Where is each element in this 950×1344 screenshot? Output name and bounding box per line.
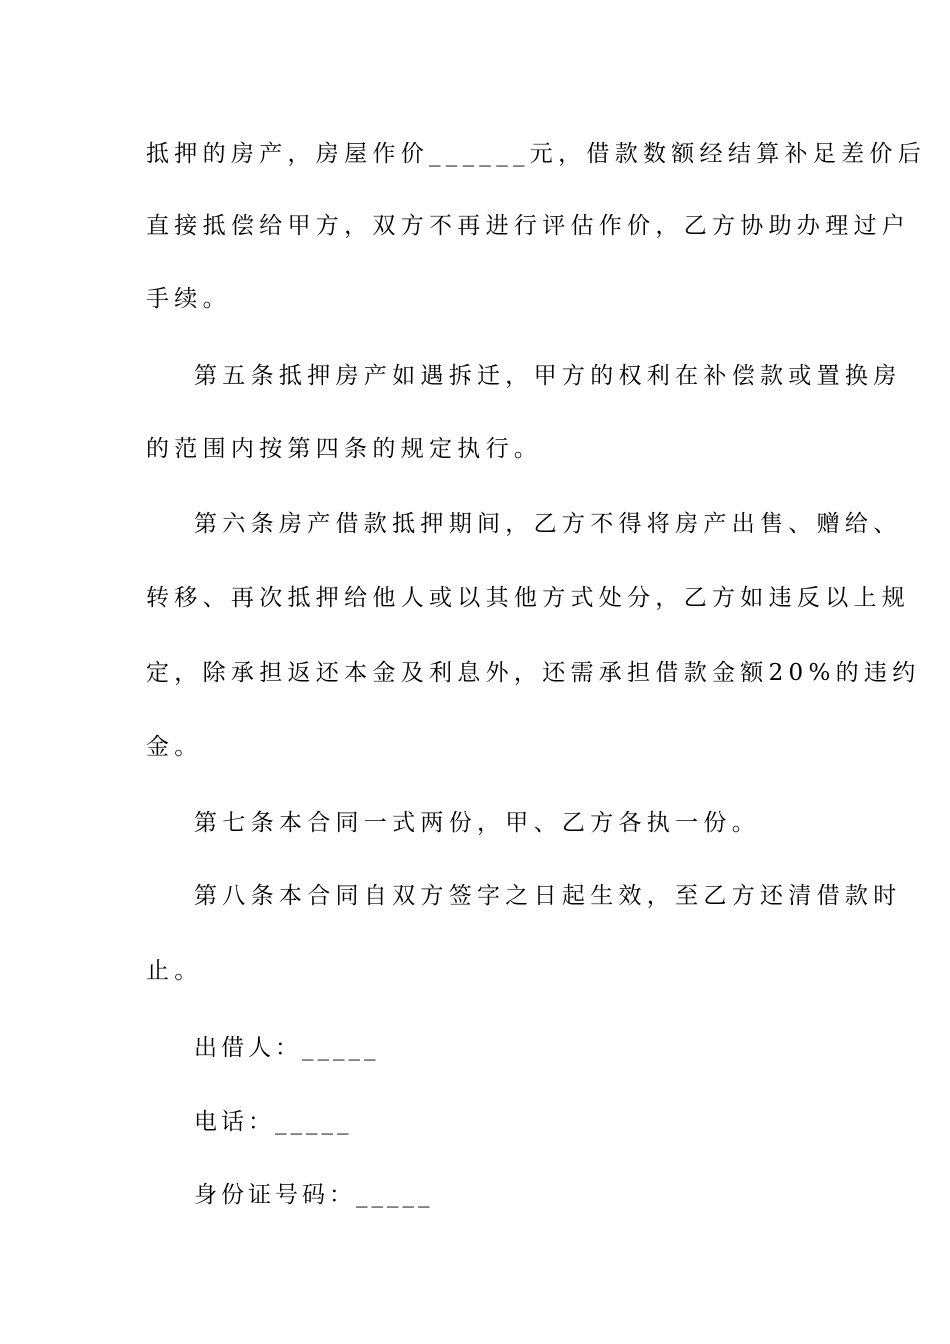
paragraph-line: 转移、再次抵押给他人或以其他方式处分，乙方如违反以上规 — [146, 585, 911, 611]
paragraph-line: 手续。 — [146, 286, 231, 312]
paragraph-line: 的范围内按第四条的规定执行。 — [146, 436, 543, 462]
lender-signature-field: 出借人：_____ — [194, 1035, 380, 1061]
paragraph-line: 金。 — [146, 734, 203, 760]
article-6-line: 第六条房产借款抵押期间，乙方不得将房产出售、赠给、 — [194, 511, 902, 537]
article-8-line: 第八条本合同自双方签字之日起生效，至乙方还清借款时 — [194, 883, 902, 909]
paragraph-line: 止。 — [146, 958, 203, 984]
id-number-field: 身份证号码：_____ — [194, 1182, 434, 1208]
paragraph-line: 定，除承担返还本金及利息外，还需承担借款金额20%的违约 — [146, 660, 921, 686]
paragraph-line: 直接抵偿给甲方，双方不再进行评估作价，乙方协助办理过户 — [146, 213, 911, 239]
article-7-line: 第七条本合同一式两份，甲、乙方各执一份。 — [194, 810, 760, 836]
phone-field: 电话：_____ — [194, 1109, 353, 1135]
paragraph-line: 抵押的房产，房屋作价______元，借款数额经结算补足差价后 — [146, 141, 926, 167]
article-5-line: 第五条抵押房产如遇拆迁，甲方的权利在补偿款或置换房 — [194, 363, 902, 389]
